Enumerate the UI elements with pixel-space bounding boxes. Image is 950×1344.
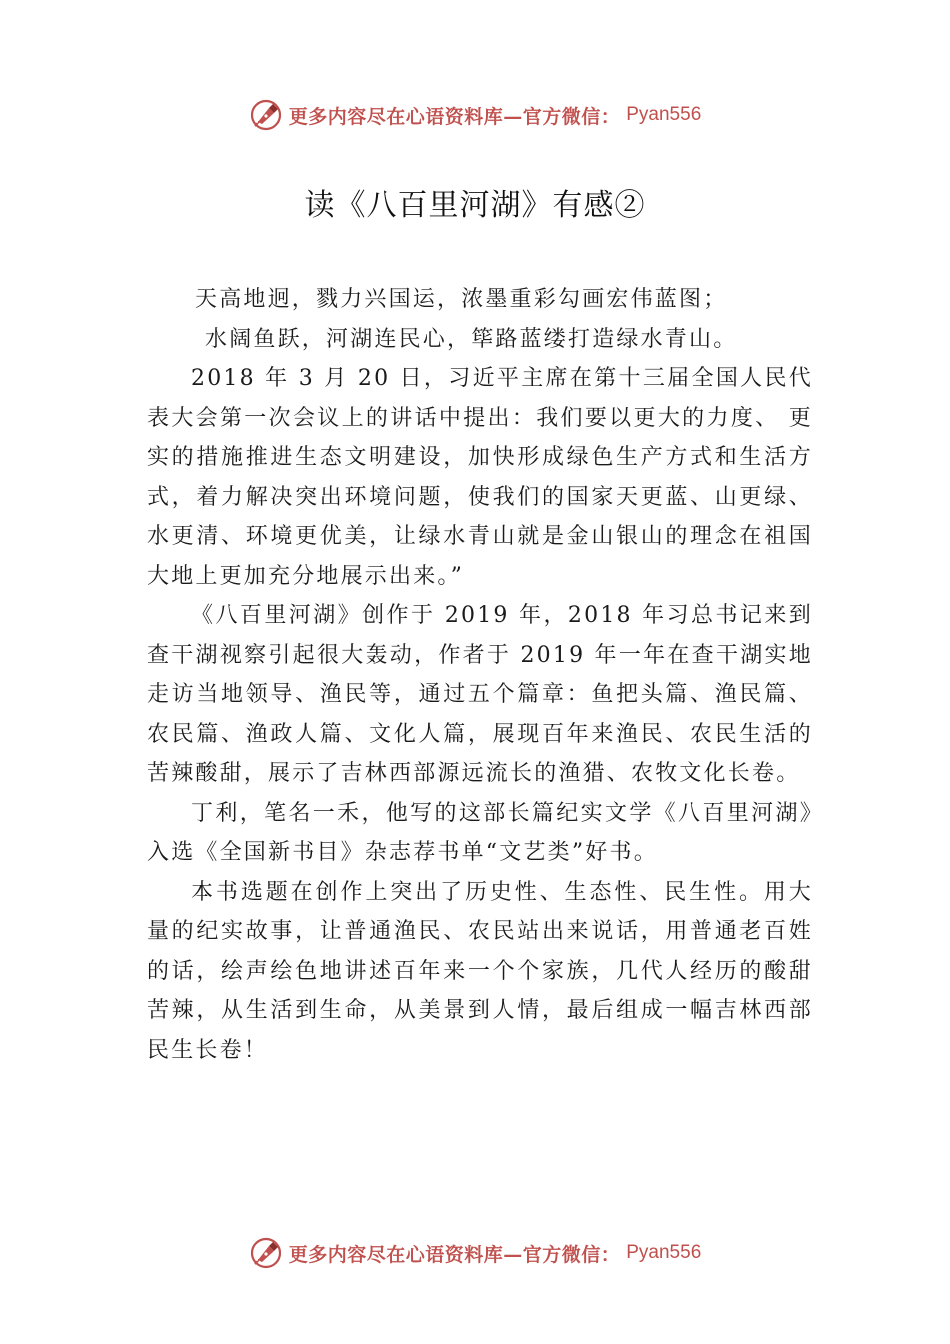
body-paragraph: 《八百里河湖》创作于 2019 年，2018 年习总书记来到查干湖视察引起很大轰动，作者于 2019 年一年在查干湖实地走访当地领导、渔民等，通过五个篇章：鱼把头篇、渔民篇、农民篇、渔政人篇、文化人篇，展现百年来渔民、农民生活的苦辣酸甜，展示了吉林西部源远流长的渔猎、农牧文化长卷。 bbox=[147, 603, 813, 786]
wechat-id: Pyan556 bbox=[626, 104, 702, 125]
document-title: 读《八百里河湖》有感② bbox=[304, 188, 646, 223]
wechat-id: Pyan556 bbox=[626, 1242, 702, 1263]
body-paragraph: 2018 年 3 月 20 日，习近平主席在第十三届全国人民代表大会第一次会议上的讲话中提出：我们要以更大的力度、 更实的措施推进生态文明建设，加快形成绿色生产方式和生活方式，着力解决突出环境问题，使我们的国家天更蓝、山更绿、水更清、环境更优美，让绿水青山就是金山银山的理念在祖国大地上更加充分地展示出来。” bbox=[147, 366, 813, 589]
body-paragraph: 本书选题在创作上突出了历史性、生态性、民生性。用大量的纪实故事，让普通渔民、农民站出来说话，用普通老百姓的话，绘声绘色地讲述百年来一个个家族，几代人经历的酸甜苦辣，从生活到生命，从美景到人情，最后组成一幅吉林西部民生长卷！ bbox=[147, 879, 813, 1063]
body-paragraph: 丁利，笔名一禾，他写的这部长篇纪实文学《八百里河湖》入选《全国新书目》杂志荐书单“文艺类”好书。 bbox=[147, 800, 813, 865]
pen-nib-logo-icon bbox=[249, 1236, 283, 1270]
document-body bbox=[147, 280, 813, 1070]
poem-line: 水阔鱼跃，河湖连民心，筚路蓝缕打造绿水青山。 bbox=[205, 326, 738, 352]
banner-text: 更多内容尽在心语资料库—官方微信： bbox=[288, 105, 621, 128]
poem-line: 天高地迥，戮力兴国运，浓墨重彩勾画宏伟蓝图； bbox=[195, 287, 728, 312]
pen-nib-logo-icon bbox=[249, 98, 283, 132]
banner-text: 更多内容尽在心语资料库—官方微信： bbox=[288, 1243, 621, 1266]
header-banner bbox=[0, 95, 950, 135]
footer-banner bbox=[0, 1233, 950, 1273]
